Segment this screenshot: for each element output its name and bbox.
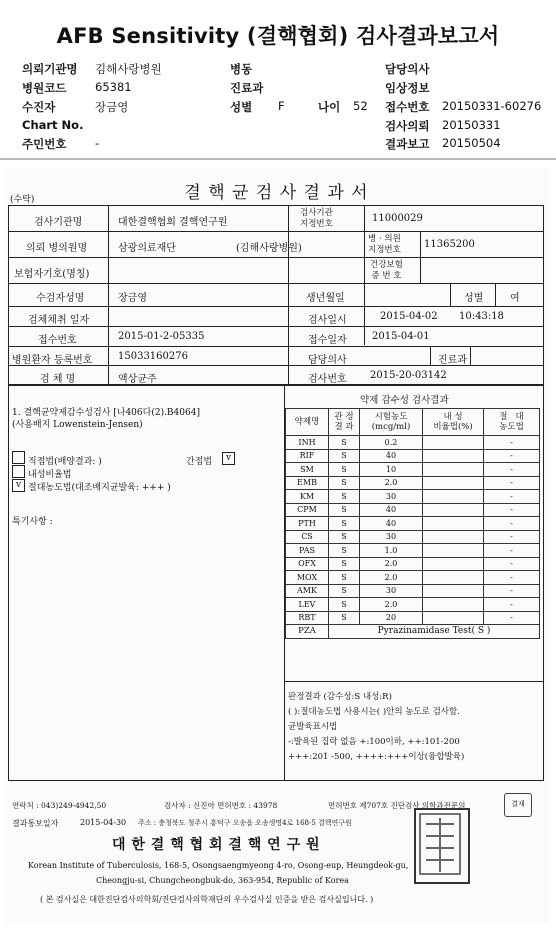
col-concentration: 시험농도 (mcg/ml) xyxy=(360,409,423,436)
drug-absolute: - xyxy=(484,530,540,544)
drug-absolute: - xyxy=(484,476,540,490)
pza-row xyxy=(286,625,540,639)
test-item-1-medium: (사용배지 Lowenstein-Jensen) xyxy=(12,420,143,430)
drug-name: MOX xyxy=(286,571,329,585)
label-chart-no: Chart No. xyxy=(22,118,84,132)
drug-name: INH xyxy=(286,436,329,450)
req-hosp-code-value: 11365200 xyxy=(424,239,475,250)
drug-table-header xyxy=(286,409,540,436)
req-hosp-label: 의뢰 병의원명 xyxy=(26,243,88,254)
drug-absolute: - xyxy=(484,490,540,504)
drug-result: S xyxy=(329,544,360,558)
drug-name: RIF xyxy=(286,449,329,463)
drug-absolute: - xyxy=(484,544,540,558)
drug-ratio xyxy=(423,571,484,585)
drug-row xyxy=(286,611,540,625)
ratio-method-label: 내성비율법 xyxy=(28,470,72,480)
drug-name: AMK xyxy=(286,584,329,598)
drug-concentration: 40 xyxy=(360,449,423,463)
drug-name: KM xyxy=(286,490,329,504)
label-department: 진료과 xyxy=(230,81,264,95)
drug-row xyxy=(286,490,540,504)
specimen-value: 액상균주 xyxy=(118,374,157,385)
drug-ratio xyxy=(423,544,484,558)
drug-concentration: 20 xyxy=(360,611,423,625)
judgement-line: ( ):절대농도법 사용시는( )안의 농도로 검사함. xyxy=(288,707,460,717)
exam-no-label: 검사번호 xyxy=(308,374,347,385)
drug-concentration: 2.0 xyxy=(360,557,423,571)
drug-row xyxy=(286,436,540,450)
drug-ratio xyxy=(423,449,484,463)
sex-label: 성별 xyxy=(464,293,484,304)
report-date-value: 2015-04-30 xyxy=(80,818,127,827)
drug-concentration: 0.2 xyxy=(360,436,423,450)
drug-name: RBT xyxy=(286,611,329,625)
report-title: AFB Sensitivity (결핵협회) 검사결과보고서 xyxy=(56,24,500,48)
report-date-label: 결과통보일자 xyxy=(12,819,59,828)
drug-absolute: - xyxy=(484,449,540,463)
drug-result: S xyxy=(329,584,360,598)
accept-date-value: 2015-04-01 xyxy=(372,331,430,342)
exam-no-value: 2015-20-03142 xyxy=(370,370,447,381)
drug-absolute: - xyxy=(484,436,540,450)
accept-no-value: 2015-01-2-05335 xyxy=(118,331,205,342)
drug-ratio xyxy=(423,557,484,571)
ratio-method-checkbox[interactable] xyxy=(12,465,25,478)
examiner: 검사자 : 신진아 면허번호 : 43978 xyxy=(164,801,278,810)
drug-absolute: - xyxy=(484,584,540,598)
drug-concentration: 30 xyxy=(360,584,423,598)
value-sex: F xyxy=(278,99,285,113)
license-info: 면허번호 제707호 진단검사 의학과전문의 xyxy=(328,801,466,810)
label-clinical-info: 임상정보 xyxy=(385,81,430,95)
req-hosp-code-label: 병 · 의원 지정번호 xyxy=(368,234,401,255)
drug-result: S xyxy=(329,490,360,504)
value-resident-no: - xyxy=(95,136,100,150)
dept-label: 진료과 xyxy=(438,355,467,366)
label-report-date: 결과보고 xyxy=(385,137,430,151)
drug-concentration: 2.0 xyxy=(360,476,423,490)
value-age: 52 xyxy=(353,99,368,113)
specimen-label: 검 체 명 xyxy=(40,374,76,385)
drug-concentration: 10 xyxy=(360,463,423,477)
col-result: 관 정 결 과 xyxy=(329,409,360,436)
drug-concentration: 30 xyxy=(360,490,423,504)
drug-result: S xyxy=(329,557,360,571)
label-hospital-code: 병원코드 xyxy=(22,81,67,95)
drug-row xyxy=(286,463,540,477)
drug-ratio xyxy=(423,517,484,531)
header-divider xyxy=(0,158,556,160)
drug-row xyxy=(286,544,540,558)
exam-org-value: 대한결핵협회 결핵연구원 xyxy=(118,217,228,228)
drug-ratio xyxy=(423,490,484,504)
drug-ratio xyxy=(423,503,484,517)
drug-concentration: 2.0 xyxy=(360,598,423,612)
direct-method-checkbox[interactable] xyxy=(12,451,25,464)
value-report-date: 20150504 xyxy=(442,136,501,150)
drug-result: S xyxy=(329,598,360,612)
org-english-line2: Cheongju-si, Chungcheongbuk-do, 363-954, Republic of Korea xyxy=(96,876,349,885)
drug-concentration: 1.0 xyxy=(360,544,423,558)
drug-absolute: - xyxy=(484,517,540,531)
drug-result: S xyxy=(329,517,360,531)
drug-result: S xyxy=(329,449,360,463)
approval-stamp-icon xyxy=(504,793,532,817)
drug-concentration: 40 xyxy=(360,503,423,517)
doctor-label: 담당의사 xyxy=(308,355,347,366)
judgement-line: -:발육된 집락 없음 +:100이하, ++:101-200 xyxy=(288,737,460,747)
drug-ratio xyxy=(423,476,484,490)
label-accession-no: 접수번호 xyxy=(385,100,430,114)
drug-row xyxy=(286,584,540,598)
drug-name: PTH xyxy=(286,517,329,531)
drug-susceptibility-table xyxy=(285,408,540,639)
exam-org-code-value: 11000029 xyxy=(372,213,423,224)
drug-result: S xyxy=(329,463,360,477)
drug-absolute: - xyxy=(484,463,540,477)
drug-row xyxy=(286,517,540,531)
address: 주소 : 충청북도 청주시 흥덕구 오송읍 오송생명4로 168-5 결핵연구원 xyxy=(138,819,352,827)
drug-name: PAS xyxy=(286,544,329,558)
col-absolute: 절 대 농도법 xyxy=(484,409,540,436)
accept-date-label: 접수일자 xyxy=(308,335,347,346)
scanned-form xyxy=(4,168,549,924)
drug-absolute: - xyxy=(484,611,540,625)
drug-row xyxy=(286,476,540,490)
drug-result: S xyxy=(329,571,360,585)
drug-ratio xyxy=(423,584,484,598)
label-request-date: 검사의뢰 xyxy=(385,119,430,133)
value-accession-no: 20150331-60276 xyxy=(442,99,542,113)
label-sex: 성별 xyxy=(230,100,253,114)
certification-notice: ( 본 검사실은 대한진단검사의학회/진단검사의학재단의 우수검사실 인증을 받은 검사실입니다. ) xyxy=(40,895,374,904)
label-patient: 수진자 xyxy=(22,100,56,114)
value-request-date: 20150331 xyxy=(442,118,501,132)
drug-concentration: 40 xyxy=(360,517,423,531)
sex-value: 여 xyxy=(510,293,520,304)
birth-label: 생년월일 xyxy=(306,293,345,304)
drug-result: S xyxy=(329,476,360,490)
direct-method-label: 직접법(배양결과: ) xyxy=(28,457,102,467)
org-english-line1: Korean Institute of Tuberculosis, 168-5, Osongsaengmyeong 4-ro, Osong-eup, Heungdeok-gu, xyxy=(28,861,409,870)
patient-name-value: 장금영 xyxy=(118,293,147,304)
drug-row xyxy=(286,571,540,585)
form-title: 결 핵 균 검 사 결 과 서 xyxy=(184,183,369,203)
check-mark-icon: v xyxy=(15,480,22,490)
drug-ratio xyxy=(423,598,484,612)
value-requesting-org: 김해사랑병원 xyxy=(95,62,162,76)
drug-name: OFX xyxy=(286,557,329,571)
indirect-method-label: 간접법 xyxy=(186,457,213,467)
drug-result: S xyxy=(329,436,360,450)
label-requesting-org: 의뢰기관명 xyxy=(22,62,78,76)
pza-value: Pyrazinamidase Test( S ) xyxy=(329,625,540,639)
exam-date-value: 2015-04-02 xyxy=(380,311,438,322)
req-hosp-sub: (김해사랑병원) xyxy=(236,243,302,254)
contact: 연락처 : 043)249-4942,50 xyxy=(12,801,107,810)
drug-name: SM xyxy=(286,463,329,477)
exam-time-value: 10:43:18 xyxy=(459,311,504,322)
col-drug: 약제명 xyxy=(286,409,329,436)
exam-date-label: 검사일시 xyxy=(308,315,347,326)
drug-name: LEV xyxy=(286,598,329,612)
value-hospital-code: 65381 xyxy=(95,80,132,94)
drug-absolute: - xyxy=(484,571,540,585)
receipt-label: (수탁) xyxy=(10,195,35,205)
drug-ratio xyxy=(423,611,484,625)
drug-row xyxy=(286,449,540,463)
drug-absolute: - xyxy=(484,503,540,517)
drug-result: S xyxy=(329,503,360,517)
drug-ratio xyxy=(423,463,484,477)
drug-name: CPM xyxy=(286,503,329,517)
judgement-line: 판정결과 (감수성:S 내성:R) xyxy=(288,692,392,702)
drug-result: S xyxy=(329,611,360,625)
drug-row xyxy=(286,557,540,571)
exam-org-code-label: 검사기관 지정번호 xyxy=(300,208,333,229)
req-hosp-value: 삼광의료재단 xyxy=(118,243,176,254)
judgement-line: 균발육표시법 xyxy=(288,722,338,732)
absolute-conc-label: 절대농도법(대조배지균발육: +++ ) xyxy=(28,483,171,493)
drug-ratio xyxy=(423,530,484,544)
drug-row xyxy=(286,530,540,544)
drug-absolute: - xyxy=(484,557,540,571)
label-age: 나이 xyxy=(318,100,341,114)
stamp-text: 결재 xyxy=(511,800,525,808)
drug-concentration: 30 xyxy=(360,530,423,544)
accept-no-label: 접수번호 xyxy=(38,335,77,346)
patient-reg-value: 15033160276 xyxy=(118,351,188,362)
drug-row xyxy=(286,598,540,612)
label-ward: 병동 xyxy=(230,62,253,76)
label-attending-doctor: 담당의사 xyxy=(385,62,430,76)
drug-name: CS xyxy=(286,530,329,544)
exam-org-label: 검사기관명 xyxy=(34,217,83,228)
drug-absolute: - xyxy=(484,598,540,612)
indirect-method-checkbox[interactable] xyxy=(222,452,235,465)
test-item-1: 1. 결핵균약제감수성검사 [나406다(2).B4064] xyxy=(12,408,200,418)
patient-reg-label: 병원환자 등록번호 xyxy=(12,355,93,366)
drug-row xyxy=(286,503,540,517)
label-resident-no: 주민번호 xyxy=(22,137,67,151)
insurer-label: 보험자기호(명칭) xyxy=(14,269,90,280)
col-ratio: 내 성 비율법(%) xyxy=(423,409,484,436)
absolute-conc-checkbox[interactable] xyxy=(12,479,25,492)
sample-date-label: 검체채취 일자 xyxy=(28,315,90,326)
drug-ratio xyxy=(423,436,484,450)
org-name: 대 한 결 핵 협 회 결 핵 연 구 원 xyxy=(112,837,321,853)
drug-table-caption: 약제 감수성 검사결과 xyxy=(360,395,449,406)
judgement-line: +++:201 -500, ++++:+++이상(융합발육) xyxy=(288,752,465,762)
official-seal-icon xyxy=(414,808,470,884)
insurer-cert-label: 건강보험 증 번 호 xyxy=(370,260,403,281)
remarks-label: 특기사항 : xyxy=(12,517,53,527)
drug-concentration: 2.0 xyxy=(360,571,423,585)
drug-name: EMB xyxy=(286,476,329,490)
patient-name-label: 수검자성명 xyxy=(36,293,85,304)
pza-label: PZA xyxy=(286,625,329,639)
check-mark-icon: v xyxy=(225,453,232,463)
drug-result: S xyxy=(329,530,360,544)
value-patient: 장금영 xyxy=(95,100,129,114)
